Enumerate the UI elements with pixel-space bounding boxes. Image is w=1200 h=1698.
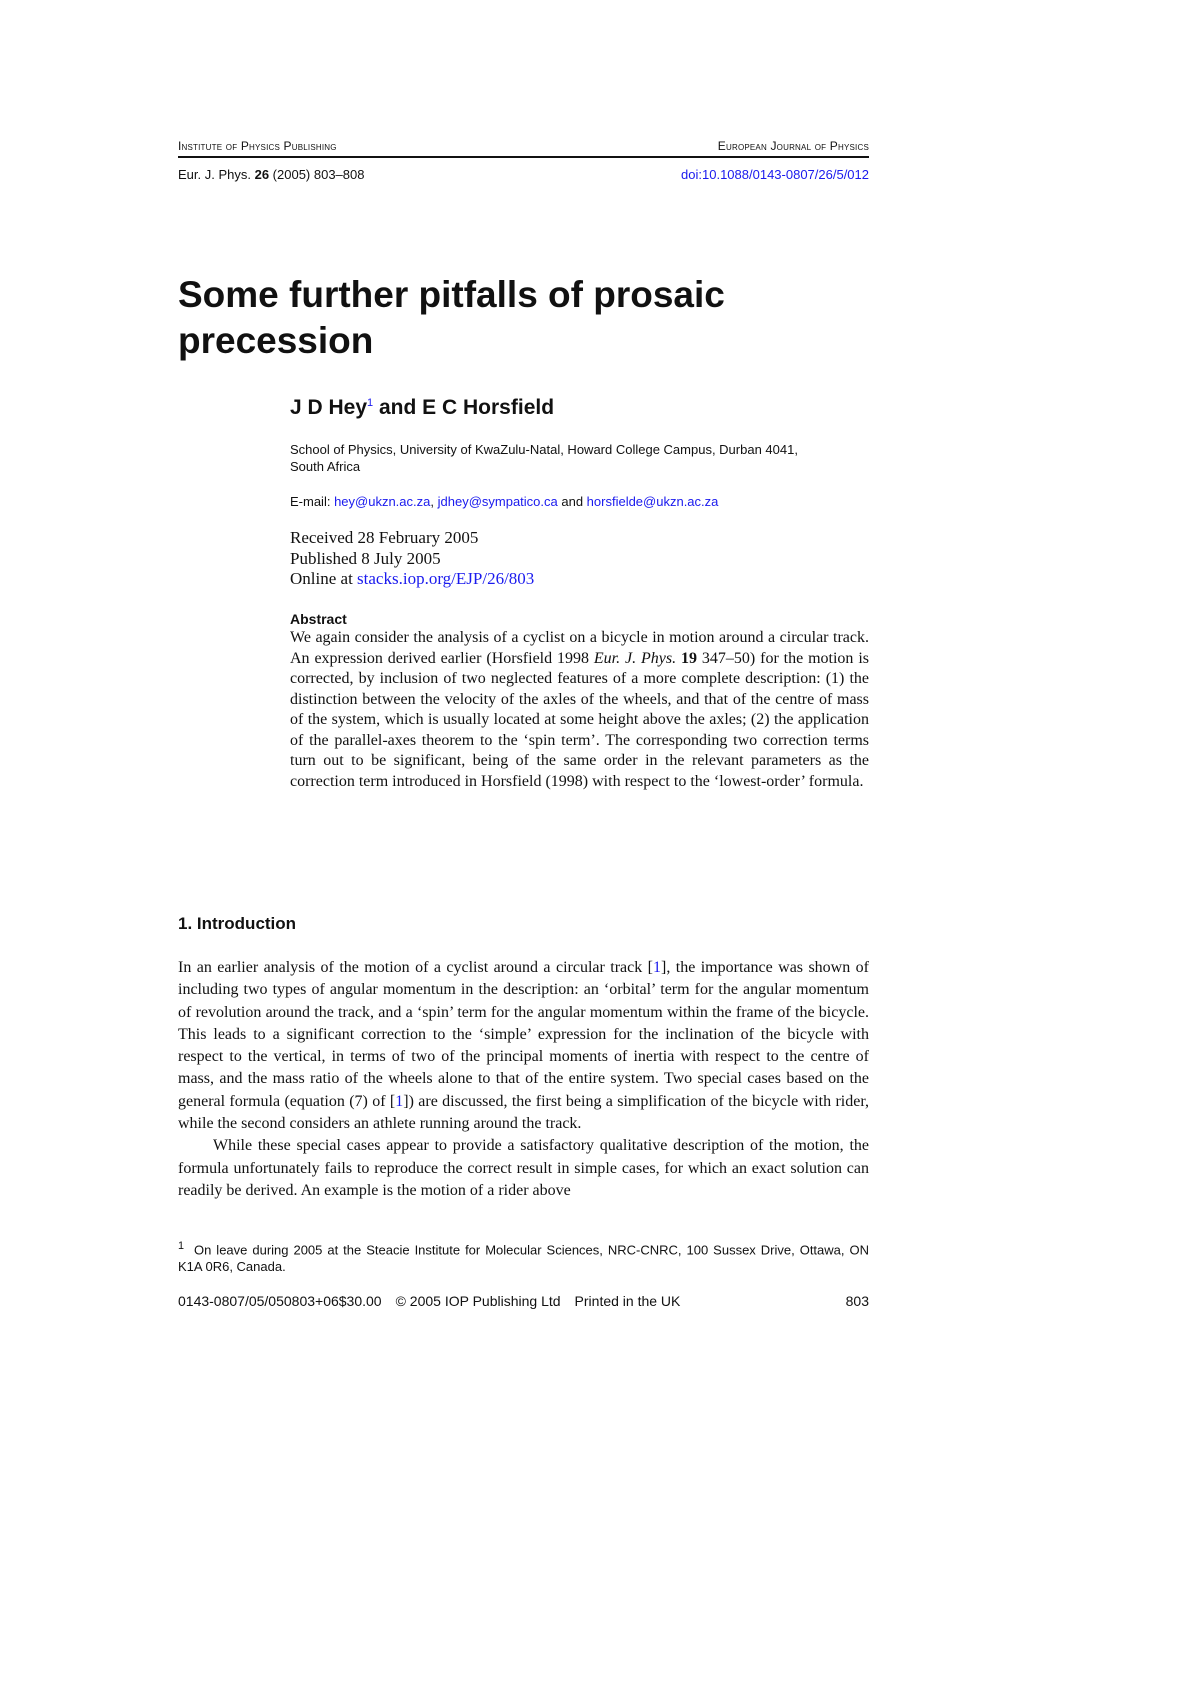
online-at [290, 569, 534, 590]
header-rule [178, 156, 869, 158]
citation-link[interactable]: 1 [653, 959, 661, 976]
footnote [178, 1238, 869, 1275]
abstract-text [290, 628, 869, 792]
author-2: and E C Horsfield [373, 396, 555, 419]
abstract [290, 610, 869, 792]
email-link[interactable]: hey@ukzn.ac.za [334, 494, 431, 509]
volume-ref: 19 [676, 649, 698, 667]
text: ]) are discussed, the first being a simplification of the bicycle with rider, while the second considers an athlete running around the track. [178, 1092, 870, 1133]
published-date: Published 8 July 2005 [290, 548, 441, 568]
dates [290, 528, 534, 590]
affiliation [290, 441, 798, 475]
citation-prefix: Eur. J. Phys. [178, 167, 255, 182]
doi-link[interactable]: doi:10.1088/0143-0807/26/5/012 [681, 167, 869, 182]
journal-name: European Journal of Physics [717, 139, 869, 153]
email-label: E-mail: [290, 494, 335, 509]
separator: and [557, 494, 587, 509]
printed-in: Printed in the UK [574, 1293, 681, 1309]
page-number: 803 [845, 1293, 869, 1309]
footnote-mark: 1 [178, 1240, 185, 1252]
text: In an earlier analysis of the motion of a cyclist around a circular track [ [178, 959, 653, 976]
citation-link[interactable]: 1 [395, 1092, 404, 1110]
email-link[interactable]: horsfielde@ukzn.ac.za [586, 494, 719, 509]
footnote-text: On leave during 2005 at the Steacie Institute for Molecular Sciences, NRC-CNRC, 100 Sussex Drive, Ottawa, ON K1A 0R6, Canada. [178, 1242, 869, 1275]
citation-suffix: (2005) 803–808 [269, 167, 365, 182]
section-heading: 1. Introduction [178, 914, 297, 933]
citation-volume: 26 [254, 167, 270, 182]
email-link[interactable]: jdhey@sympatico.ca [437, 494, 558, 509]
received-date: Received 28 February 2005 [290, 528, 479, 547]
online-link[interactable]: stacks.iop.org/EJP/26/803 [357, 569, 535, 588]
copyright: © 2005 IOP Publishing Ltd [395, 1293, 561, 1309]
affiliation-line: South Africa [290, 459, 361, 474]
journal-ref: Eur. J. Phys. [593, 649, 677, 667]
paragraph: While these special cases appear to provide a satisfactory qualitative description of the motion, the formula unfortunately fails to reproduce the correct result in simple cases, for which an exact solution can readily be derived. An example is the motion of a rider above [178, 1137, 869, 1199]
online-label: Online at [290, 569, 358, 588]
abstract-heading: Abstract [290, 611, 347, 627]
affiliation-line: School of Physics, University of KwaZulu-Natal, Howard College Campus, Durban 4041, [290, 442, 798, 457]
introduction-body [178, 957, 869, 1202]
citation [178, 167, 364, 182]
authors [290, 396, 554, 420]
emails [290, 493, 718, 510]
footnote-ref[interactable]: 1 [367, 397, 374, 409]
author-1: J D Hey [290, 396, 368, 419]
page-footer [178, 1293, 869, 1309]
article-code: 0143-0807/05/050803+06$30.00 [178, 1293, 382, 1309]
text: We again consider the analysis of a cyclist on a bicycle in motion around a circular track. An expression derived earlier (Horsfield 1998 [290, 629, 869, 667]
separator: , [430, 494, 438, 509]
text: 347–50) for the motion is corrected, by inclusion of two neglected features of a more complete description: (1) the distinction between the velocity of the axles of the wheels, and that of the centre of mass of the system, which is usually located at some height above the axles; (2) the application of the parallel-axes theorem to the ‘spin term’. The corresponding two correction terms turn out to be significant, being of the same order in the relevant parameters as the correction term introduced in Horsfield (1998) with respect to the ‘lowest-order’ formula. [290, 649, 869, 790]
text: ], the importance was shown of including two types of angular momentum in the description: an ‘orbital’ term for the angular momentum of revolution around the track, and a ‘spin’ term for the angular momentum within the frame of the bicycle. This leads to a significant correction to the ‘simple’ expression for the inclination of the bicycle with respect to the vertical, in terms of two of the principal moments of inertia with respect to the centre of mass, and the mass ratio of the wheels alone to that of the entire system. Two special cases based on the general formula (equation (7) of [ [178, 959, 870, 1110]
publisher-name: Institute of Physics Publishing [178, 139, 337, 153]
paragraph [178, 957, 869, 1135]
paper-title: Some further pitfalls of prosaic precession [178, 274, 725, 361]
